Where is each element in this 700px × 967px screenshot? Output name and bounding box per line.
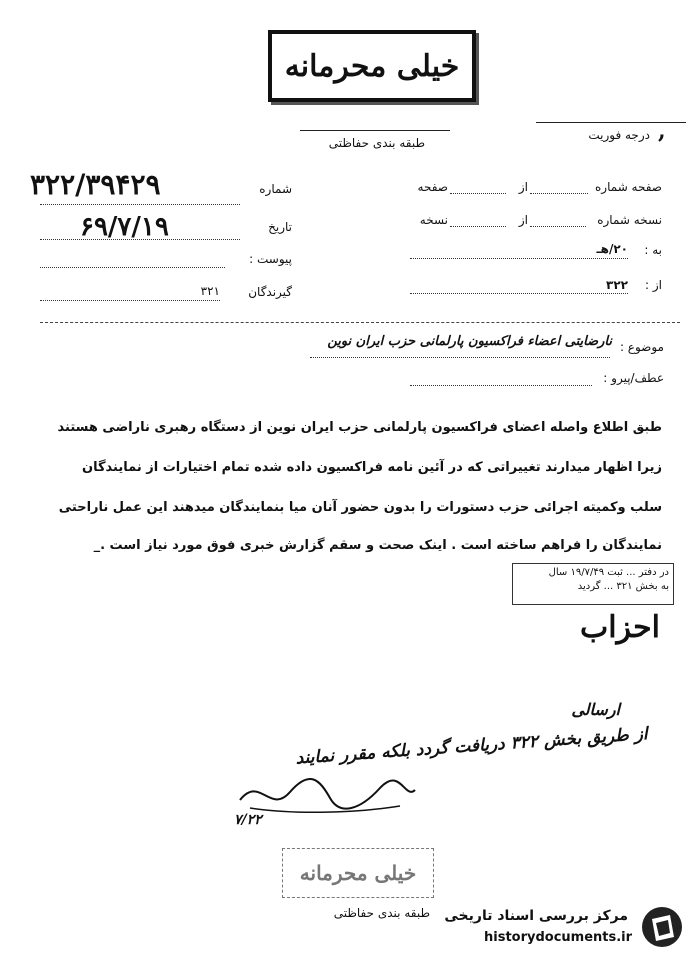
document-date-value: ۶۹/۷/۱۹ — [80, 212, 169, 242]
body-line-1: طبق اطلاع واصله اعضای فراکسیون پارلمانی حزب ایران نوین از دستگاه رهبری ناراضی هستند — [57, 420, 662, 435]
attachment-label: پیوست : — [249, 252, 292, 266]
registration-stamp — [512, 563, 674, 605]
registration-stamp-line1: در دفتر ... ثبت ۱۹/۷/۴۹ سال — [548, 567, 669, 578]
recipients-value: ۳۲۱ — [200, 284, 220, 298]
from-value: ۳۲۲ — [606, 278, 628, 292]
reference-dotline — [410, 384, 592, 386]
body-line-3: سلب وکمیته اجرائی حزب دستورات را بدون حضور آنان میا بنمایندگان میدهند این عمل ناراحتی — [58, 500, 662, 515]
header-separator — [40, 322, 680, 323]
recipients-dotline — [40, 299, 220, 301]
copy-number-dotline — [530, 225, 586, 227]
page-unit-label: صفحه — [417, 180, 448, 194]
handwritten-ahzab: احزاب — [579, 610, 660, 645]
to-dotline — [410, 257, 628, 259]
handwritten-date: ۷/۲۲ — [234, 812, 262, 828]
from-label: از : — [645, 278, 662, 292]
page-number-label: صفحه شماره — [595, 180, 662, 194]
page-total-dotline — [450, 192, 506, 194]
handwritten-note-2: از طریق بخش ۳۲۲ دریافت گردد بلکه مقرر نمایند — [294, 724, 649, 769]
to-label: به : — [644, 243, 662, 257]
page-number-dotline — [530, 192, 588, 194]
copy-total-dotline — [450, 225, 506, 227]
classification-stamp-bottom — [282, 848, 434, 898]
watermark-logo-icon — [640, 905, 684, 949]
classification-stamp-bottom-text: خیلی محرمانه — [299, 861, 417, 885]
recipients-label: گیرندگان — [248, 285, 292, 299]
copy-number-label: نسخه شماره — [597, 213, 662, 227]
number-dotline — [40, 203, 240, 205]
classification-stamp-text: خیلی محرمانه — [284, 48, 460, 84]
to-value: ۲۰/هـ — [596, 242, 628, 256]
watermark-url: historydocuments.ir — [484, 930, 633, 945]
watermark-org: مرکز بررسی اسناد تاریخی — [444, 908, 628, 924]
attachment-dotline — [40, 266, 225, 268]
document-number-value: ۳۲۲/۳۹۴۲۹ — [30, 168, 161, 201]
watermark-logo — [640, 905, 684, 949]
document-date-label: تاریخ — [268, 220, 292, 234]
copy-unit-label: نسخه — [419, 213, 448, 227]
subject-dotline — [310, 356, 610, 358]
page-from-label: از — [518, 180, 528, 194]
handwritten-note-1: ارسالی — [571, 700, 620, 719]
subject-value: نارضایتی اعضاء فراکسیون پارلمانی حزب ایران نوین — [327, 334, 612, 349]
body-line-4: نمایندگان را فراهم ساخته است . اینک صحت و سقم گزارش خبری فوق مورد نیاز است ._ — [93, 538, 662, 553]
footer-classification-label: طبقه بندی حفاظتی — [333, 906, 430, 920]
classification-label: طبقه بندی حفاظتی — [328, 136, 425, 150]
copy-from-label: از — [518, 213, 528, 227]
date-dotline — [40, 238, 240, 240]
priority-label: درجه فوریت — [588, 128, 650, 142]
classification-rule — [300, 130, 450, 131]
from-dotline — [410, 292, 628, 294]
reference-label: عطف/پیرو : — [603, 371, 664, 385]
registration-stamp-line2: به بخش ۳۲۱ ... گردید — [577, 581, 669, 592]
corner-mark: , — [658, 118, 666, 144]
body-line-2: زیرا اظهار میدارند تغییراتی که در آئین نامه فراکسیون داده شده تمام اختیارات از نمایندگان — [82, 460, 662, 475]
document-number-label: شماره — [259, 182, 292, 196]
classification-stamp-top — [268, 30, 476, 102]
subject-label: موضوع : — [619, 340, 664, 354]
